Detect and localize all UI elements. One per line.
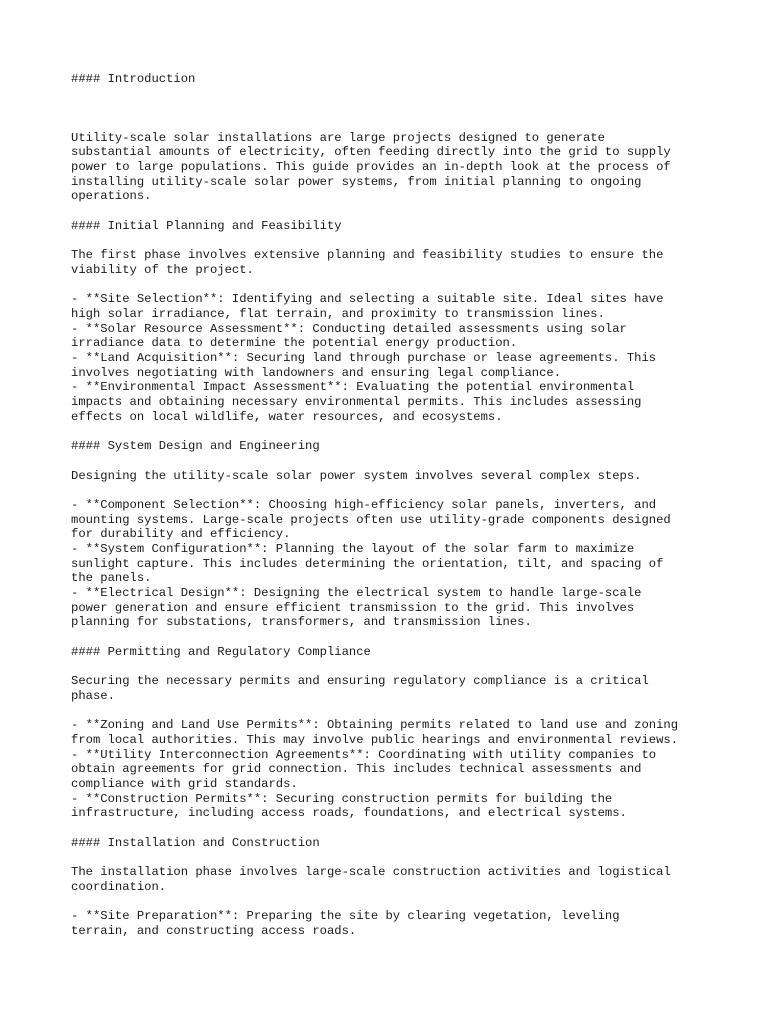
text-line: The first phase involves extensive planning and feasibility studies to ensure the <box>71 248 664 263</box>
text-line: compliance with grid standards. <box>71 776 298 791</box>
text-line: Utility-scale solar installations are large projects designed to generate <box>71 130 605 145</box>
text-line: #### Installation and Construction <box>71 835 320 850</box>
section-heading <box>71 439 731 454</box>
document-page <box>71 72 731 953</box>
text-line: - **Site Selection**: Identifying and selecting a suitable site. Ideal sites have <box>71 292 664 307</box>
text-line: #### Initial Planning and Feasibility <box>71 218 342 233</box>
text-line: - **Electrical Design**: Designing the electrical system to handle large-scale <box>71 586 642 600</box>
text-line: #### Permitting and Regulatory Compliance <box>71 644 371 659</box>
text-line: viability of the project. <box>71 262 254 277</box>
text-line: installing utility-scale solar power systems, from initial planning to ongoing <box>71 174 642 189</box>
text-line: the panels. <box>71 571 152 586</box>
text-line: effects on local wildlife, water resources, and ecosystems. <box>71 409 503 424</box>
text-line: #### System Design and Engineering <box>71 439 320 454</box>
text-line: obtain agreements for grid connection. This includes technical assessments and <box>71 762 642 777</box>
text-line: from local authorities. This may involve public hearings and environmental reviews. <box>71 732 679 747</box>
text-line: - **Environmental Impact Assessment**: Evaluating the potential environmental <box>71 380 635 395</box>
paragraph <box>71 909 731 938</box>
text-line: power generation and ensure efficient transmission to the grid. This involves <box>71 600 635 615</box>
text-line: planning for substations, transformers, and transmission lines. <box>71 615 532 630</box>
text-line: Securing the necessary permits and ensuring regulatory compliance is a critical <box>71 674 649 689</box>
text-line: Designing the utility-scale solar power system involves several complex steps. <box>71 468 642 483</box>
section-heading <box>71 72 731 87</box>
text-line: irradiance data to determine the potential energy production. <box>71 336 518 351</box>
text-line: phase. <box>71 688 115 703</box>
text-line: for durability and efficiency. <box>71 527 291 542</box>
text-line: #### Introduction <box>71 72 196 86</box>
text-line: - **Land Acquisition**: Securing land through purchase or lease agreements. This <box>71 351 657 365</box>
paragraph <box>71 674 731 703</box>
section-heading <box>71 836 731 851</box>
section-heading <box>71 645 731 660</box>
paragraph <box>71 469 731 484</box>
text-line: - **Component Selection**: Choosing high-efficiency solar panels, inverters, and <box>71 497 657 512</box>
text-line: infrastructure, including access roads, foundations, and electrical systems. <box>71 806 627 821</box>
text-line: - **Utility Interconnection Agreements**: Coordinating with utility companies to <box>71 747 657 762</box>
text-line: impacts and obtaining necessary environmental permits. This includes assessing <box>71 395 642 410</box>
text-line: - **Solar Resource Assessment**: Conducting detailed assessments using solar <box>71 321 627 336</box>
paragraph <box>71 292 731 424</box>
text-line: sunlight capture. This includes determining the orientation, tilt, and spacing of <box>71 556 664 571</box>
paragraph <box>71 498 731 630</box>
text-line: power to large populations. This guide provides an in-depth look at the process of <box>71 160 671 175</box>
text-line: coordination. <box>71 879 167 894</box>
text-line: - **Construction Permits**: Securing construction permits for building the <box>71 791 613 806</box>
text-line: operations. <box>71 189 152 204</box>
text-line: high solar irradiance, flat terrain, and proximity to transmission lines. <box>71 306 605 321</box>
paragraph <box>71 131 731 204</box>
text-line: involves negotiating with landowners and ensuring legal compliance. <box>71 365 562 380</box>
paragraph <box>71 248 731 277</box>
text-line: - **Site Preparation**: Preparing the site by clearing vegetation, leveling <box>71 909 620 924</box>
text-line: - **System Configuration**: Planning the layout of the solar farm to maximize <box>71 541 635 556</box>
text-line: terrain, and constructing access roads. <box>71 923 357 938</box>
text-line: - **Zoning and Land Use Permits**: Obtaining permits related to land use and zoning <box>71 718 679 733</box>
text-line: The installation phase involves large-scale construction activities and logistical <box>71 865 671 880</box>
section-heading <box>71 219 731 234</box>
paragraph <box>71 865 731 894</box>
paragraph <box>71 718 731 821</box>
text-line: mounting systems. Large-scale projects often use utility-grade components designed <box>71 512 671 527</box>
text-line: substantial amounts of electricity, often feeding directly into the grid to supply <box>71 145 671 160</box>
